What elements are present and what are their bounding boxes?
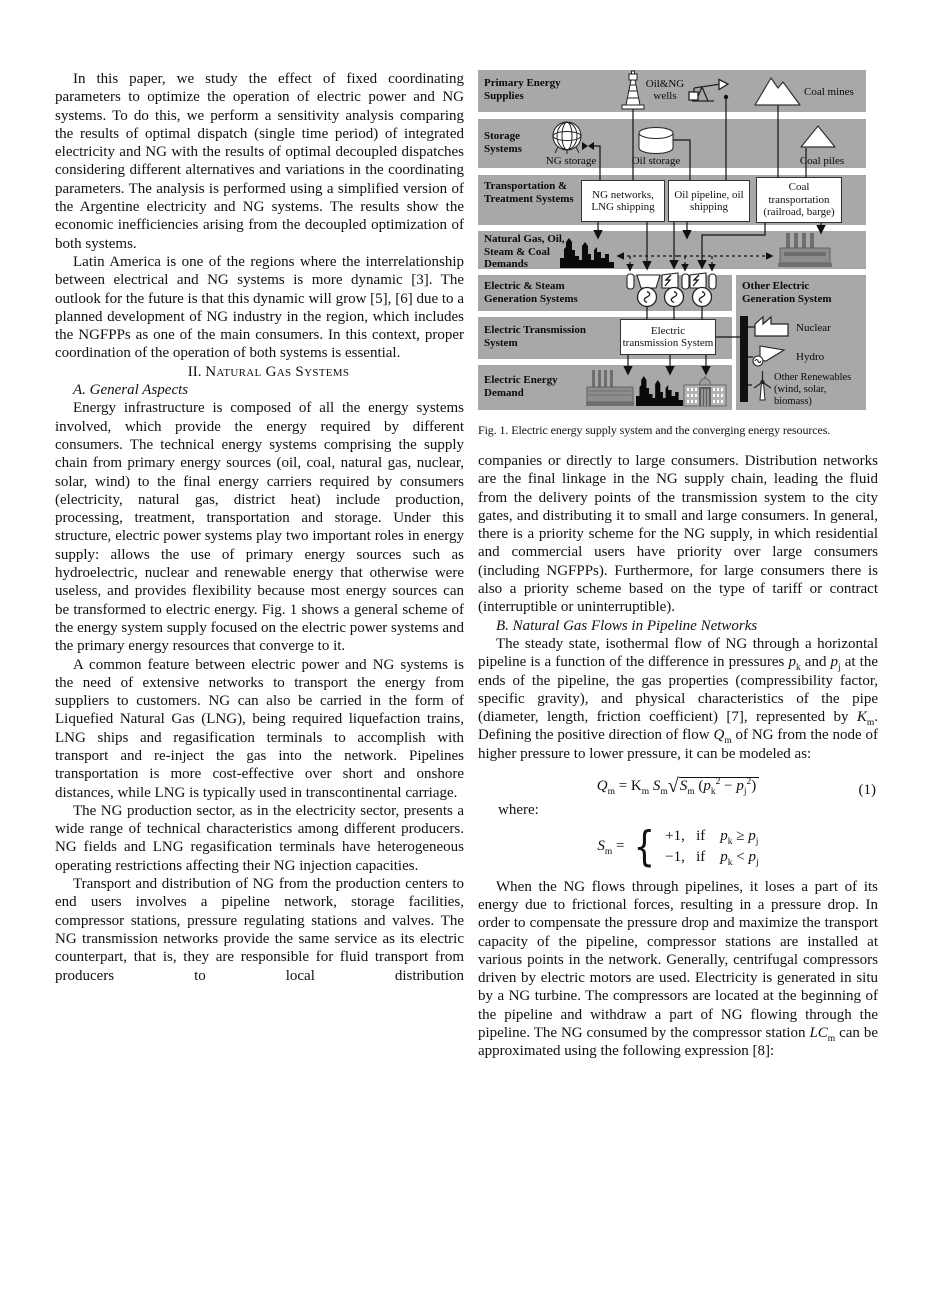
city-skyline-icon bbox=[636, 376, 683, 406]
label-nuclear: Nuclear bbox=[796, 322, 831, 334]
oil-derrick-icon bbox=[622, 71, 644, 109]
band-label-transmission: Electric Transmission System bbox=[484, 324, 586, 349]
right-column bbox=[478, 452, 878, 1061]
equation-sm-cases bbox=[478, 821, 878, 871]
arrow-coal-to-generation bbox=[702, 221, 765, 268]
band-label-storage: Storage Systems bbox=[484, 130, 522, 155]
gas-turbine-banner-icon bbox=[690, 273, 706, 288]
government-building-icon bbox=[684, 376, 726, 406]
turbine-trapezoid-icon bbox=[637, 275, 660, 288]
band-label-electric-demand: Electric Energy Demand bbox=[484, 374, 558, 399]
label-oil-storage: Oil storage bbox=[631, 155, 681, 167]
coal-mines-icon bbox=[755, 78, 800, 105]
left-column bbox=[55, 70, 464, 985]
oil-storage-cylinder-icon bbox=[639, 128, 673, 154]
paragraph-ng-production: The NG production sector, as in the electricity sector, presents a wide range of technical characteristics among different producers. NG fields and LNG regasification terminals have heterogeneous operating restrictions affecting their NG injection capacities. bbox=[55, 802, 464, 874]
panel-label-other-electric: Other Electric Generation System bbox=[742, 280, 832, 305]
equation-sm-lhs: $S_m$ = bbox=[597, 838, 625, 858]
paragraph-distribution: companies or directly to large consumers. Distribution networks are the final linkage in the NG supply chain, leading the fluid from the delivery points of the transmission system to the city gates, and distributing it to small and large consumers. In general, there is a priority scheme for the NG supply, in which residential and commercial users have priority over large consumers (including NGFPPs). Furthermore, for large consumers there is also a priority scheme based on the type of tariff or contract (interruptible or uninterruptible). bbox=[478, 453, 878, 616]
cases-body bbox=[665, 827, 758, 867]
generation-bus-bar bbox=[740, 316, 748, 402]
ng-storage-sphere-icon bbox=[553, 122, 581, 154]
paragraph-latin-america: Latin America is one of the regions where the interrelationship between electrical and NG systems is more dynamic [3]. The outlook for the future is that this dynamic will grow [5], [6] due to a planned development of NG industry in the region, which includes the NGFPPs as one of the main consumers. In this context, proper coordination of the operation of both systems is essential. bbox=[55, 253, 464, 362]
industrial-factory-icon bbox=[778, 233, 832, 267]
subsection-b-heading: B. Natural Gas Flows in Pipeline Networks bbox=[496, 617, 758, 634]
case-positive: +1, if $p_k \ge p_j$ bbox=[665, 827, 759, 847]
wind-turbine-icon bbox=[754, 371, 771, 400]
case-negative: −1, if $p_k < p_j$ bbox=[665, 849, 759, 869]
valve-icon bbox=[582, 142, 594, 150]
label-oil-ng-wells: Oil&NG wells bbox=[645, 78, 685, 102]
paragraph-transport-distribution: Transport and distribution of NG from the production centers to end users involves a pipeline network, storage facilities, compressor stations, pressure regulating stations and valves. The NG transmission networks provide the same service as its electric counterpart, that is, they are responsible for fluid transport from producers to local distribution bbox=[55, 876, 464, 984]
steam-capsule-icon bbox=[709, 274, 716, 289]
label-hydro: Hydro bbox=[796, 351, 825, 363]
figure-caption: Fig. 1. Electric energy supply system and the converging energy resources. bbox=[478, 423, 831, 437]
steam-capsule-icon bbox=[682, 274, 689, 289]
box-oil-pipeline: Oil pipeline, oil shipping bbox=[668, 180, 750, 222]
cases-brace: { bbox=[634, 821, 656, 871]
band-label-primary: Primary Energy Supplies bbox=[484, 77, 561, 102]
steam-capsule-icon bbox=[627, 274, 634, 289]
pumpjack-icon bbox=[689, 80, 728, 102]
paragraph-intro: In this paper, we study the effect of fixed coordinating parameters to optimize the operation of electric power and NG systems. To do this, we perform a sensitivity analysis comparing the results of optimal dispatch (single time period) of integrated electricity and NG with the results of optimal decoupled dispatches considering different alternatives and variations in the coordinating parameters. The analysis is performed using a simplified version of the Argentine electricity and NG systems. The results show the economic inefficiencies arising from the decoupled optimization of both systems. bbox=[55, 71, 464, 252]
box-coal-transportation: Coal transportation (railroad, barge) bbox=[756, 177, 842, 223]
section-heading-2 bbox=[55, 363, 464, 381]
paragraph-compressors: When the NG flows through pipelines, it loses a part of its energy due to frictional forces, resulting in a pressure drop. In order to compensate the pressure drop and maximize the transport capacity of the pipeline, compressor stations are installed at various points in the network. Generally, centrifugal compressors driven by electric motors are used. Electricity is generated in situ by a NG turbine. The compressors are located at the beginning of the pipeline and withdraw a part of NG flowing through the pipeline. The NG consumed by the compressor station $LC_m$ can be approximated using the following expression [8]: bbox=[478, 878, 878, 1060]
gas-turbine-banner-icon bbox=[662, 273, 678, 288]
label-coal-piles: Coal piles bbox=[799, 155, 845, 167]
band-label-demands: Natural Gas, Oil, Steam & Coal Demands bbox=[484, 233, 565, 270]
label-ng-storage: NG storage bbox=[545, 155, 597, 167]
where-label: where: bbox=[498, 802, 539, 819]
paragraph-energy-infrastructure: Energy infrastructure is composed of all the energy systems involved, which provide the energy required by different consumers. The technical energy systems comprising the supply chain from primary energy sources (oil, coal, natural gas, nuclear, solar, wind) to the final energy carriers required by consumers (electricity, natural gas, district heat) include production, processing, treatment, transportation and storage. Under this structure, electric power systems play two important roles in energy supply: allows the use of primary energy sources such as hydroelectric, nuclear and renewable energy that otherwise were useless, and provides flexibility because most energy sources can be transformed to electric energy. Fig. 1 shows a general scheme of the energy system supply focused on the electric power systems and the primary energy resources that converge to it. bbox=[55, 400, 464, 655]
band-label-transport: Transportation & Treatment Systems bbox=[484, 180, 574, 205]
label-coal-mines: Coal mines bbox=[804, 86, 854, 98]
equation-1 bbox=[478, 775, 878, 799]
box-ng-networks: NG networks, LNG shipping bbox=[581, 180, 665, 222]
equation-1-number: (1) bbox=[858, 782, 876, 799]
coal-piles-icon bbox=[801, 126, 835, 147]
power-plant-icon bbox=[586, 370, 634, 406]
section-number: II. bbox=[187, 363, 202, 380]
label-other-renewables: Other Renewables (wind, solar, biomass) bbox=[774, 372, 852, 407]
subsection-a-heading: A. General Aspects bbox=[73, 382, 189, 399]
pumpjack-node-dot bbox=[724, 95, 728, 99]
generation-units bbox=[627, 273, 716, 307]
band-label-generation: Electric & Steam Generation Systems bbox=[484, 280, 578, 305]
hydro-plant-icon bbox=[753, 346, 784, 366]
figure-1-diagram bbox=[478, 70, 868, 412]
paragraph-steady-state: The steady state, isothermal flow of NG through a horizontal pipeline is a function of the difference in pressures $p_k$ and $p_j$ at the ends of the pipeline, the gas properties (compressibility factor, specific gravity), and physical characteristics of the pipe (diameter, length, friction coefficient) [7], represented by $K_m$. Defining the positive direction of flow $Q_m$ of NG from the node of higher pressure to lower pressure, it can be modeled as: bbox=[478, 635, 879, 762]
section-title: Natural Gas Systems bbox=[205, 363, 350, 380]
equation-1-math: $Q_m = K_m$ $S_m√S_m$ $(p_k^2 - p_j^2)$ bbox=[597, 778, 760, 794]
paragraph-common-feature: A common feature between electric power and NG systems is the need of extensive networks to transport the energy from suppliers to customers. NG can also be carried in the form of Liquefied Natural Gas (LNG), being required liquefaction trains, LNG ships and regasification terminals to accomplish with transport and re-inject the gas into the network. Pipelines transportation is more cost-effective over short and onshore distances, while LNG is typically used in transcontinental carriage. bbox=[55, 656, 464, 801]
nuclear-plant-icon bbox=[755, 317, 788, 336]
box-electric-transmission: Electric transmission System bbox=[620, 319, 716, 355]
